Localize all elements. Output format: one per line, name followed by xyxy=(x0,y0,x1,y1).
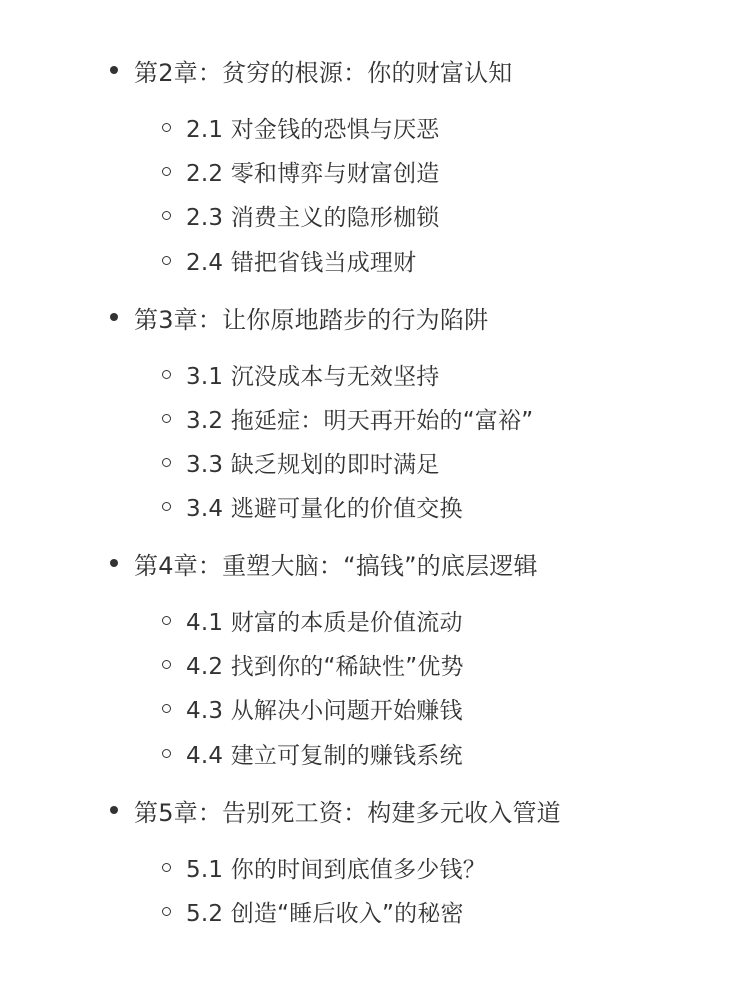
chapter-title: 第3章：让你原地踏步的行为陷阱 xyxy=(134,305,489,334)
section-title: 2.3 消费主义的隐形枷锁 xyxy=(186,204,440,231)
circle-bullet-icon xyxy=(162,907,171,916)
disc-bullet-icon xyxy=(110,66,118,74)
disc-bullet-icon xyxy=(110,313,118,321)
section-title: 2.4 错把省钱当成理财 xyxy=(186,249,417,276)
section-item xyxy=(162,442,440,482)
section-title: 2.1 对金钱的恐惧与厌恶 xyxy=(186,116,440,143)
section-item xyxy=(162,644,464,684)
section-title: 4.2 找到你的“稀缺性”优势 xyxy=(186,653,464,680)
chapter-item xyxy=(110,543,538,583)
chapter-title: 第5章：告别死工资：构建多元收入管道 xyxy=(134,798,561,827)
section-title: 3.4 逃避可量化的价值交换 xyxy=(186,495,463,522)
circle-bullet-icon xyxy=(162,616,171,625)
circle-bullet-icon xyxy=(162,414,171,423)
section-item xyxy=(162,354,440,394)
section-item xyxy=(162,733,463,773)
circle-bullet-icon xyxy=(162,167,171,176)
chapter-title: 第4章：重塑大脑：“搞钱”的底层逻辑 xyxy=(134,551,538,580)
section-item xyxy=(162,600,463,640)
circle-bullet-icon xyxy=(162,256,171,265)
section-item xyxy=(162,151,440,191)
section-item xyxy=(162,688,463,728)
section-item xyxy=(162,486,463,526)
circle-bullet-icon xyxy=(162,211,171,220)
section-title: 4.1 财富的本质是价值流动 xyxy=(186,609,463,636)
circle-bullet-icon xyxy=(162,370,171,379)
section-item xyxy=(162,240,416,280)
section-item xyxy=(162,195,440,235)
circle-bullet-icon xyxy=(162,863,171,872)
section-title: 3.2 拖延症：明天再开始的“富裕” xyxy=(186,407,534,434)
chapter-item xyxy=(110,790,561,830)
section-title: 4.4 建立可复制的赚钱系统 xyxy=(186,742,463,769)
circle-bullet-icon xyxy=(162,458,171,467)
section-item xyxy=(162,891,464,931)
chapter-title: 第2章：贫穷的根源：你的财富认知 xyxy=(134,58,513,87)
section-title: 5.1 你的时间到底值多少钱？ xyxy=(186,856,486,883)
disc-bullet-icon xyxy=(110,559,118,567)
circle-bullet-icon xyxy=(162,123,171,132)
disc-bullet-icon xyxy=(110,806,118,814)
section-title: 5.2 创造“睡后收入”的秘密 xyxy=(186,900,464,927)
circle-bullet-icon xyxy=(162,660,171,669)
section-title: 4.3 从解决小问题开始赚钱 xyxy=(186,697,463,724)
section-title: 2.2 零和博弈与财富创造 xyxy=(186,160,440,187)
section-item xyxy=(162,107,440,147)
section-title: 3.1 沉没成本与无效坚持 xyxy=(186,363,440,390)
section-title: 3.3 缺乏规划的即时满足 xyxy=(186,451,440,478)
circle-bullet-icon xyxy=(162,749,171,758)
circle-bullet-icon xyxy=(162,502,171,511)
chapter-item xyxy=(110,297,488,337)
chapter-item xyxy=(110,50,512,90)
section-item xyxy=(162,398,533,438)
section-item xyxy=(162,847,486,887)
circle-bullet-icon xyxy=(162,704,171,713)
